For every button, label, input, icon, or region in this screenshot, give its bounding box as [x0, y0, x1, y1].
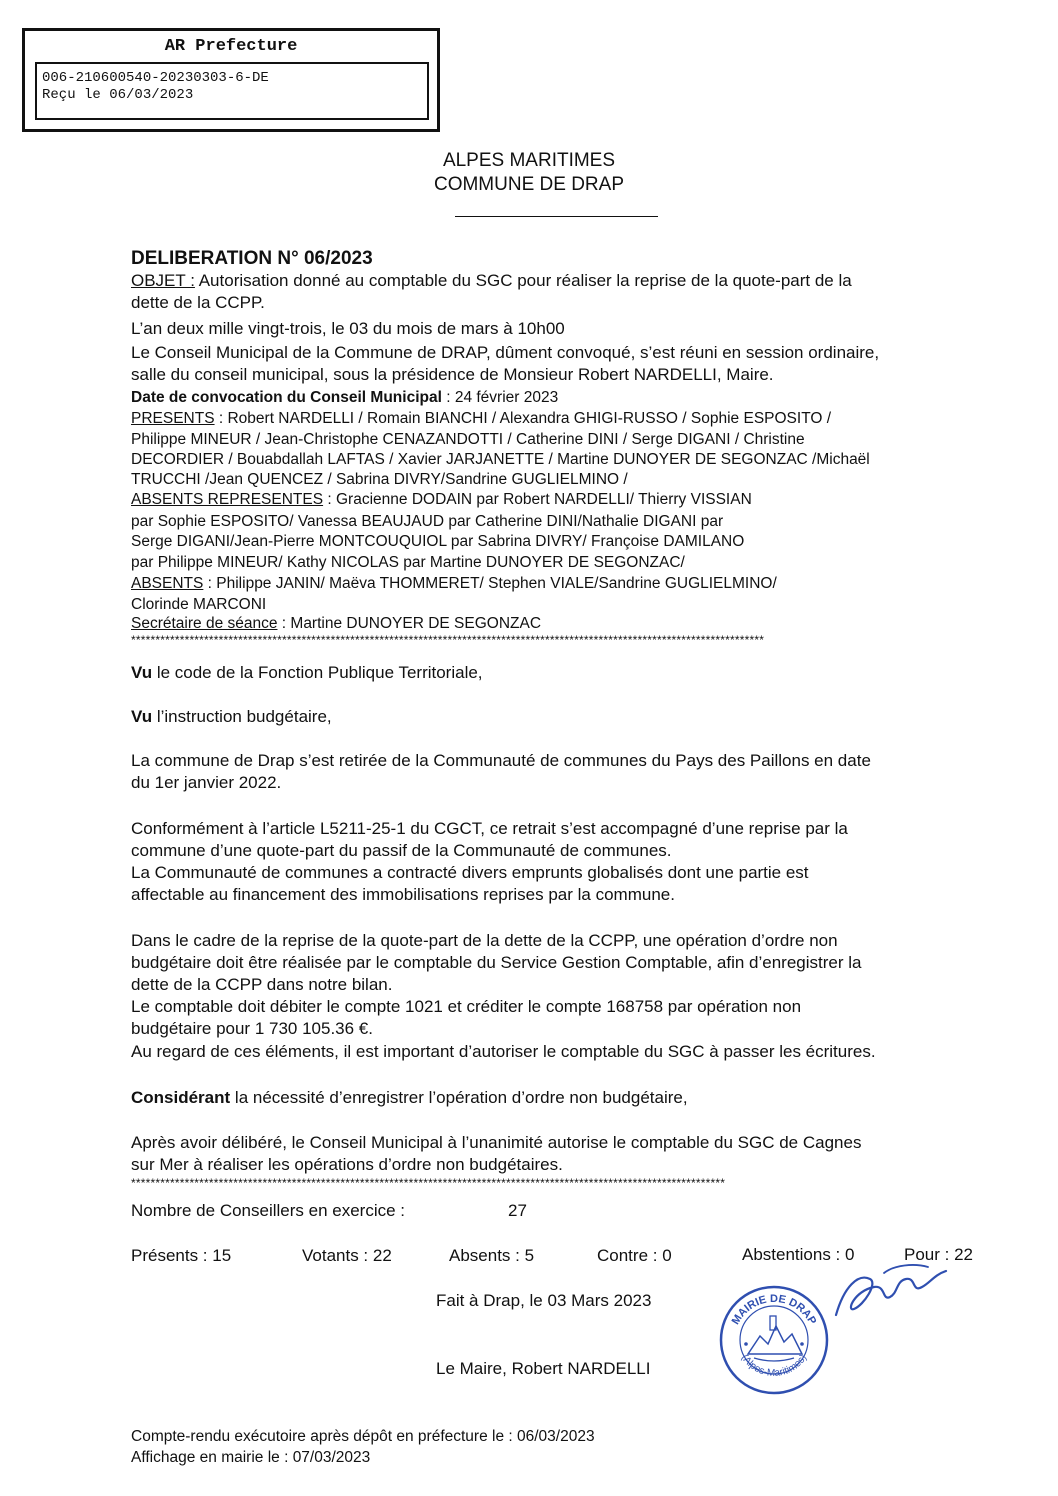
decision-line-1: Après avoir délibéré, le Conseil Municipal à l’unanimité autorise le comptable du SGC de Cagnes	[131, 1133, 862, 1152]
maire-signature-line: Le Maire, Robert NARDELLI	[436, 1359, 651, 1378]
absents-label: ABSENTS	[131, 575, 204, 592]
mairie-seal-stamp	[718, 1284, 830, 1396]
footer-executoire: Compte-rendu exécutoire après dépôt en préfecture le : 06/03/2023	[131, 1428, 595, 1445]
vote-votants: Votants : 22	[302, 1246, 392, 1265]
secretary-label: Secrétaire de séance	[131, 615, 278, 632]
objet-line-1	[131, 270, 1001, 291]
stamp-title: AR Prefecture	[164, 37, 298, 56]
considerant-line	[131, 1087, 1001, 1108]
presents-line-3: DECORDIER / Bouabdallah LAFTAS / Xavier JARJANETTE / Martine DUNOYER DE SEGONZAC /Michaël	[131, 451, 870, 468]
vote-pour: Pour : 22	[904, 1245, 973, 1264]
vote-presents: Présents : 15	[131, 1246, 232, 1265]
fait-a-drap: Fait à Drap, le 03 Mars 2023	[436, 1291, 652, 1310]
absents-line-1	[131, 574, 1001, 594]
vu-code-line	[131, 662, 1001, 683]
vu-instruction-text: l’instruction budgétaire,	[152, 707, 332, 726]
vote-abstentions: Abstentions : 0	[742, 1245, 855, 1264]
represented-label: ABSENTS REPRESENTES	[131, 491, 324, 508]
decision-line-2: sur Mer à réaliser les opérations d’ordre non budgétaires.	[131, 1155, 563, 1174]
operation-line-6: Au regard de ces éléments, il est important d’autoriser le comptable du SGC à passer les écritures.	[131, 1042, 876, 1061]
stamp-reference-id: 006-210600540-20230303-6-DE	[42, 70, 269, 86]
department-heading: ALPES MARITIMES	[442, 150, 616, 171]
represented-line-3: Serge DIGANI/Jean-Pierre MONTCOUQUIOL par Sabrina DIVRY/ Françoise DAMILANO	[131, 533, 745, 550]
separator-line-2: **************************************************************************************************************************	[131, 1177, 726, 1189]
vu-keyword: Vu	[131, 707, 153, 726]
session-date: L’an deux mille vingt-trois, le 03 du mois de mars à 10h00	[131, 319, 565, 338]
secretary-value: : Martine DUNOYER DE SEGONZAC	[277, 615, 542, 632]
presents-line-2: Philippe MINEUR / Jean-Christophe CENAZANDOTTI / Catherine DINI / Serge DIGANI / Christine	[131, 431, 805, 448]
presents-line-4: TRUCCHI /Jean QUENCEZ / Sabrina DIVRY/Sandrine GUGLIELMINO /	[131, 471, 628, 488]
convened-line-2: salle du conseil municipal, sous la présidence de Monsieur Robert NARDELLI, Maire.	[131, 365, 774, 384]
commune-heading: COMMUNE DE DRAP	[433, 174, 624, 195]
svg-text:MAIRIE DE DRAP: MAIRIE DE DRAP	[729, 1293, 819, 1327]
convocation-date	[131, 388, 1001, 408]
svg-text:(Alpes-Maritimes): (Alpes-Maritimes)	[738, 1352, 810, 1380]
conseillers-label: Nombre de Conseillers en exercice :	[131, 1201, 406, 1220]
stamp-received-date: Reçu le 06/03/2023	[42, 87, 194, 103]
vu-instruction-line	[131, 706, 1001, 727]
operation-line-3: dette de la CCPP dans notre bilan.	[131, 975, 393, 994]
absents-line-2: Clorinde MARCONI	[131, 596, 267, 613]
conseillers-value: 27	[508, 1201, 527, 1220]
represented-line-1	[131, 490, 1001, 510]
article-line-2: commune d’une quote-part du passif de la Communauté de communes.	[131, 841, 672, 860]
represented-line-2: par Sophie ESPOSITO/ Vanessa BEAUJAUD par Catherine DINI/Nathalie DIGANI par	[131, 513, 724, 530]
ar-prefecture-stamp	[22, 28, 440, 132]
separator-line: **********************************************************************************************************************************	[131, 634, 765, 646]
footer-affichage: Affichage en mairie le : 07/03/2023	[131, 1449, 371, 1466]
header-divider	[455, 216, 658, 217]
vote-absents: Absents : 5	[449, 1246, 535, 1265]
withdrawal-line-2: du 1er janvier 2022.	[131, 773, 282, 792]
presents-line-1	[131, 409, 1001, 429]
operation-line-4: Le comptable doit débiter le compte 1021 et créditer le compte 168758 par opération non	[131, 997, 802, 1016]
vu-code-text: le code de la Fonction Publique Territoriale,	[152, 663, 483, 682]
convened-line-1: Le Conseil Municipal de la Commune de DRAP, dûment convoqué, s’est réuni en session ordinaire,	[131, 343, 880, 362]
operation-line-1: Dans le cadre de la reprise de la quote-part de la dette de la CCPP, une opération d’ordre non	[131, 931, 838, 950]
withdrawal-line-1: La commune de Drap s’est retirée de la Communauté de communes du Pays des Paillons en date	[131, 751, 871, 770]
deliberation-number: DELIBERATION N° 06/2023	[131, 248, 373, 269]
convocation-value: : 24 février 2023	[441, 389, 559, 406]
mayor-signature	[824, 1257, 954, 1327]
operation-line-2: budgétaire doit être réalisée par le comptable du Service Gestion Comptable, afin d’enregistrer la	[131, 953, 862, 972]
objet-text: Autorisation donné au comptable du SGC pour réaliser la reprise de la quote-part de la	[194, 271, 852, 290]
absents-text: : Philippe JANIN/ Maëva THOMMERET/ Stephen VIALE/Sandrine GUGLIELMINO/	[203, 575, 777, 592]
secretary-line	[131, 614, 1001, 634]
presents-text: : Robert NARDELLI / Romain BIANCHI / Alexandra GHIGI-RUSSO / Sophie ESPOSITO /	[214, 410, 832, 427]
considerant-text: la nécessité d’enregistrer l’opération d’ordre non budgétaire,	[230, 1088, 688, 1107]
objet-line-2: dette de la CCPP.	[131, 293, 265, 312]
operation-line-5: budgétaire pour 1 730 105.36 €.	[131, 1019, 373, 1038]
vu-keyword: Vu	[131, 663, 153, 682]
vote-contre: Contre : 0	[597, 1246, 672, 1265]
represented-text: : Gracienne DODAIN par Robert NARDELLI/ Thierry VISSIAN	[323, 491, 752, 508]
represented-line-4: par Philippe MINEUR/ Kathy NICOLAS par Martine DUNOYER DE SEGONZAC/	[131, 554, 685, 571]
convocation-label: Date de convocation du Conseil Municipal	[131, 389, 442, 406]
objet-label: OBJET :	[131, 271, 195, 290]
article-line-3: La Communauté de communes a contracté divers emprunts globalisés dont une partie est	[131, 863, 809, 882]
stamp-reference-box	[35, 62, 429, 120]
presents-label: PRESENTS	[131, 410, 215, 427]
considerant-keyword: Considérant	[131, 1088, 231, 1107]
article-line-4: affectable au financement des immobilisations reprises par la commune.	[131, 885, 675, 904]
article-line-1: Conformément à l’article L5211-25-1 du CGCT, ce retrait s’est accompagné d’une reprise par la	[131, 819, 848, 838]
